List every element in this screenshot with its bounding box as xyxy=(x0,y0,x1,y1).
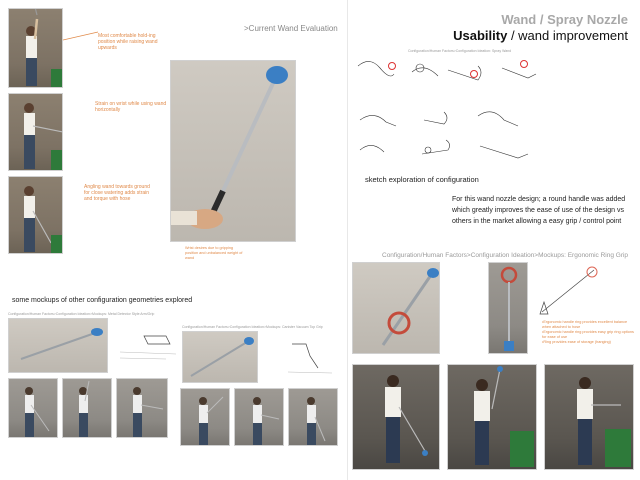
ring-bullets xyxy=(542,320,636,345)
sketch-drawings xyxy=(352,54,540,172)
breadcrumb-canister-vacuum: Configuration/Human Factors>Configuration Ideation>Mockups: Canister Vacuum Top Grip xyxy=(182,325,323,329)
sketch-note: sketch exploration of configuration xyxy=(365,175,479,184)
photo-mockup-metal-detector xyxy=(8,318,108,373)
sketch-metal-detector xyxy=(116,332,182,368)
sketch-drawing xyxy=(534,262,634,318)
person-figure xyxy=(545,365,634,470)
person-figure xyxy=(289,389,338,446)
design-note: For this wand nozzle design; a round handle was added which greatly improves the ease of use of the design vs others in the market allowing a easy grip / control point xyxy=(452,196,626,225)
person-figure xyxy=(448,365,537,470)
photo-mockup-a2 xyxy=(62,378,112,438)
sketch-exploration-sheet xyxy=(352,54,540,172)
photo-angling-wand xyxy=(8,176,63,254)
page-heading: Wand / Spray Nozzle xyxy=(501,12,628,27)
person-figure xyxy=(353,365,440,470)
sketch-canister xyxy=(286,340,334,380)
caption-horizontal: Strain on wrist while using wand horizontally xyxy=(95,101,167,113)
subheading-bold: Usability xyxy=(453,28,508,43)
caption-pointer xyxy=(63,30,99,42)
hand-wand-illustration xyxy=(171,61,296,242)
subheading-rest: / wand improvement xyxy=(507,28,628,43)
ring-grip-illustration xyxy=(353,263,440,354)
ring-bullet-2: •Ergonomic handle ring provides easy grip ring options for ease of use xyxy=(542,330,634,339)
photo-mockup-b3 xyxy=(288,388,338,446)
sketch-drawing xyxy=(286,340,334,380)
page-divider xyxy=(347,0,348,480)
photo-mockup-canister xyxy=(182,331,258,383)
mockup-wand xyxy=(183,332,258,383)
caption-wrist: Wrist desires due to gripping position and unbalanced weight of wand xyxy=(185,246,243,260)
nozzle-head xyxy=(266,66,288,84)
photo-mockup-b1 xyxy=(180,388,230,446)
person-figure xyxy=(9,9,63,88)
photo-ring-use-3 xyxy=(544,364,634,470)
breadcrumb-metal-detector: Configuration/Human Factors>Configuration Ideation>Mockups: Metal Detector Style Arm/Grip xyxy=(8,312,155,316)
ring-bullet-3: •Ring provides ease of storage (hanging) xyxy=(542,340,611,344)
sketch-ring-grip xyxy=(534,262,634,318)
photo-mockup-a3 xyxy=(116,378,168,438)
section-title-current-wand: >Current Wand Evaluation xyxy=(244,24,338,33)
person-figure xyxy=(235,389,284,446)
person-figure xyxy=(9,379,58,438)
photo-ring-hanging xyxy=(488,262,528,354)
person-figure xyxy=(63,379,112,438)
photo-ring-use-1 xyxy=(352,364,440,470)
person-figure xyxy=(181,389,230,446)
person-figure xyxy=(9,177,63,254)
photo-ring-grip xyxy=(352,262,440,354)
breadcrumb-ring-grip: Configuration/Human Factors>Configuration Ideation>Mockups: Ergonomic Ring Grip xyxy=(382,252,629,259)
photo-ring-use-2 xyxy=(447,364,537,470)
photo-mockup-a1 xyxy=(8,378,58,438)
person-figure xyxy=(117,379,168,438)
caption-raising: Most comfortable hold-ing position while raising wand upwards xyxy=(98,33,158,51)
mockup-wand xyxy=(9,319,108,373)
page-subheading xyxy=(453,28,628,43)
ring-hanging-illustration xyxy=(489,263,528,354)
photo-hand-wand-closeup xyxy=(170,60,296,242)
photo-horizontal-wand xyxy=(8,93,63,171)
caption-angling: Angling wand towards ground for close watering adds strain and torque with hose xyxy=(84,184,150,202)
mockups-note: some mockups of other configuration geometries explored xyxy=(12,297,193,304)
photo-raising-wand xyxy=(8,8,63,88)
ring-bullet-1: •Ergonomic handle ring provides excellent balance when attached to hose xyxy=(542,320,628,329)
breadcrumb-sketch: Configuration/Human Factors>Configuration Ideation: Spray Wand xyxy=(408,49,512,53)
person-figure xyxy=(9,94,63,171)
sketch-drawing xyxy=(116,332,182,368)
photo-mockup-b2 xyxy=(234,388,284,446)
